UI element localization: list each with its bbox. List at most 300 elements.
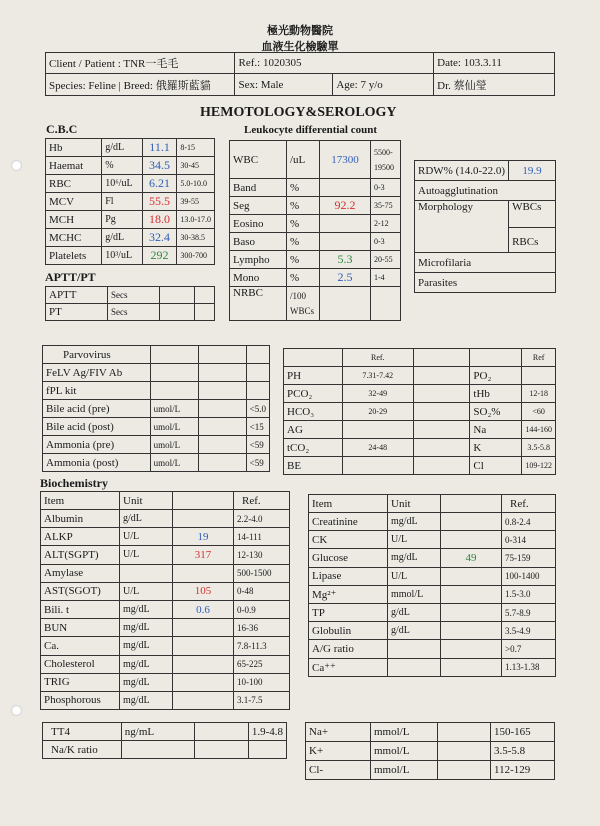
bio-unit: g/dL xyxy=(120,510,173,528)
cbc-value: 34.5 xyxy=(142,157,177,175)
bio-ref: 500-1500 xyxy=(234,564,290,582)
electrolyte-unit: mmol/L xyxy=(371,723,438,742)
cbc-unit: 10⁶/uL xyxy=(102,175,143,193)
gas-ref-header: Ref. xyxy=(342,349,413,367)
table-row xyxy=(41,582,290,600)
serology-unit xyxy=(150,364,198,382)
electrolytes-table xyxy=(305,722,555,780)
table-row xyxy=(230,233,401,251)
gas-ref-right: <60 xyxy=(522,403,556,421)
bio-header-unit: Unit xyxy=(388,495,441,513)
leuko-item: Eosino xyxy=(230,215,287,233)
table-row xyxy=(306,723,555,742)
table-row xyxy=(41,510,290,528)
aptt-ref xyxy=(195,287,215,304)
table-row xyxy=(43,741,287,759)
gas-ref: 24-48 xyxy=(342,439,413,457)
nrbc-unit-2: WBCs xyxy=(290,305,315,316)
cbc-ref: 8-15 xyxy=(177,139,215,157)
bio-ref: 7.8-11.3 xyxy=(234,637,290,655)
bio-value xyxy=(173,637,234,655)
table-row xyxy=(284,439,556,457)
serology-unit: umol/L xyxy=(150,436,198,454)
table-row xyxy=(46,247,215,265)
tt4-unit xyxy=(121,741,194,759)
electrolyte-item: Cl- xyxy=(306,761,371,780)
leuko-unit: % xyxy=(287,215,320,233)
electrolyte-item: Na+ xyxy=(306,723,371,742)
parasites-label: Parasites xyxy=(415,273,556,293)
cbc-item: RBC xyxy=(46,175,102,193)
bio-header-item: Item xyxy=(309,495,388,513)
bio-item: Amylase xyxy=(41,564,120,582)
bio-value xyxy=(441,531,502,549)
table-row xyxy=(46,211,215,229)
bio-unit: mg/dL xyxy=(120,637,173,655)
ref-value: 1020305 xyxy=(262,57,302,69)
leuko-value xyxy=(320,215,371,233)
bio-ref: 75-159 xyxy=(502,549,556,567)
electrolyte-item: K+ xyxy=(306,742,371,761)
leuko-value xyxy=(320,233,371,251)
table-row xyxy=(230,251,401,269)
bio-ref: 0.8-2.4 xyxy=(502,513,556,531)
breed-value: 俄羅斯藍貓 xyxy=(155,79,211,92)
cbc-title: C.B.C xyxy=(46,122,78,136)
aptt-item: APTT xyxy=(46,287,108,304)
bio-value xyxy=(173,510,234,528)
electrolyte-value xyxy=(438,723,491,742)
table-row xyxy=(43,346,270,364)
gas-ref: 20-29 xyxy=(342,403,413,421)
bio-ref: 1.5-3.0 xyxy=(502,585,556,603)
tt4-ref: 1.9-4.8 xyxy=(248,723,286,741)
bio-unit: U/L xyxy=(388,531,441,549)
gas-ref xyxy=(342,421,413,439)
tt4-ref xyxy=(248,741,286,759)
cbc-item: Platelets xyxy=(46,247,102,265)
table-row xyxy=(46,175,215,193)
aptt-value xyxy=(160,287,195,304)
serology-item: Bile acid (pre) xyxy=(43,400,151,418)
leuko-item: Band xyxy=(230,179,287,197)
cbc-item: Haemat xyxy=(46,157,102,175)
bio-unit: g/dL xyxy=(388,622,441,640)
species-value: Feline xyxy=(88,79,116,92)
species-label: Species: xyxy=(49,79,86,92)
gas-item-right: SO₂% xyxy=(470,403,522,421)
cbc-value: 18.0 xyxy=(142,211,177,229)
ref-label: Ref.: xyxy=(238,57,261,69)
table-row xyxy=(284,421,556,439)
leuko-unit: % xyxy=(287,251,320,269)
bio-value xyxy=(441,622,502,640)
bio-unit xyxy=(120,564,173,582)
serology-value xyxy=(198,382,246,400)
nrbc-unit xyxy=(287,287,320,321)
wbc-unit: /uL xyxy=(287,141,320,179)
gas-value xyxy=(413,421,470,439)
tt4-value xyxy=(194,741,248,759)
sex-label: Sex: xyxy=(238,78,259,91)
gas-item-right: Na xyxy=(470,421,522,439)
cbc-unit: Pg xyxy=(102,211,143,229)
bio-value xyxy=(173,673,234,691)
table-row xyxy=(230,269,401,287)
cbc-table xyxy=(45,138,215,265)
cbc-unit: % xyxy=(102,157,143,175)
rdw-label: RDW% (14.0-22.0) xyxy=(415,161,509,181)
table-row xyxy=(41,691,290,709)
bio-ref: 100-1400 xyxy=(502,567,556,585)
nrbc-ref xyxy=(371,287,401,321)
table-row xyxy=(309,622,556,640)
cbc-value: 55.5 xyxy=(142,193,177,211)
bio-unit xyxy=(388,640,441,658)
tt4-value xyxy=(194,723,248,741)
bio-unit: mg/dL xyxy=(120,673,173,691)
blood-gas-table xyxy=(283,348,556,475)
serology-unit xyxy=(150,382,198,400)
serology-value xyxy=(198,400,246,418)
gas-item-right: tHb xyxy=(470,385,522,403)
bio-ref: 3.5-4.9 xyxy=(502,622,556,640)
gas-ref-right: 144-160 xyxy=(522,421,556,439)
gas-value xyxy=(413,439,470,457)
table-row xyxy=(306,761,555,780)
electrolyte-value xyxy=(438,742,491,761)
gas-item: tCO₂ xyxy=(284,439,343,457)
dr-label: Dr. xyxy=(437,79,451,92)
cbc-item: Hb xyxy=(46,139,102,157)
serology-ref xyxy=(246,346,269,364)
gas-header-blank xyxy=(470,349,522,367)
client-value: TNR一毛毛 xyxy=(123,58,179,70)
bio-value xyxy=(441,513,502,531)
rdw-value: 19.9 xyxy=(509,161,556,181)
gas-item: PH xyxy=(284,367,343,385)
table-row xyxy=(284,367,556,385)
bio-header-item: Item xyxy=(41,492,120,510)
table-row xyxy=(46,157,215,175)
table-row xyxy=(230,215,401,233)
tt4-item: Na/K ratio xyxy=(43,741,122,759)
serology-item: Ammonia (pre) xyxy=(43,436,151,454)
table-row xyxy=(46,287,215,304)
bio-header-ref: Ref. xyxy=(502,495,556,513)
rbcs-label: RBCs xyxy=(512,236,539,248)
gas-item-right: K xyxy=(470,439,522,457)
bio-item: Mg²⁺ xyxy=(309,585,388,603)
wbc-ref-2: 19500 xyxy=(374,162,394,172)
aptt-unit: Secs xyxy=(108,304,160,321)
table-row xyxy=(230,287,401,321)
bio-value xyxy=(173,691,234,709)
gas-value xyxy=(413,385,470,403)
serology-item: Ammonia (post) xyxy=(43,454,151,472)
leuko-value: 2.5 xyxy=(320,269,371,287)
table-row xyxy=(43,382,270,400)
cbc-item: MCHC xyxy=(46,229,102,247)
cbc-unit: g/dL xyxy=(102,229,143,247)
bio-unit: U/L xyxy=(120,528,173,546)
gas-item: HCO₃ xyxy=(284,403,343,421)
bio-item: Globulin xyxy=(309,622,388,640)
table-row xyxy=(46,139,215,157)
leuko-item: Seg xyxy=(230,197,287,215)
table-row xyxy=(41,564,290,582)
gas-ref xyxy=(342,457,413,475)
gas-value xyxy=(413,403,470,421)
microfilaria-label: Microfilaria xyxy=(415,253,556,273)
leuko-value: 92.2 xyxy=(320,197,371,215)
tt4-item: TT4 xyxy=(43,723,122,741)
bio-value: 49 xyxy=(441,549,502,567)
table-row xyxy=(43,400,270,418)
table-row xyxy=(309,495,556,513)
bio-ref: 16-36 xyxy=(234,619,290,637)
nrbc-item: NRBC xyxy=(230,287,287,321)
serology-item: Parvovirus xyxy=(43,346,151,364)
bio-ref: 3.1-7.5 xyxy=(234,691,290,709)
gas-item-right: Cl xyxy=(470,457,522,475)
biochemistry-title: Biochemistry xyxy=(40,476,108,490)
cbc-item: MCV xyxy=(46,193,102,211)
electrolyte-ref: 150-165 xyxy=(491,723,555,742)
gas-ref-right: 12-18 xyxy=(522,385,556,403)
bio-ref: 0-0.9 xyxy=(234,600,290,618)
wbcs-label: WBCs xyxy=(509,201,555,228)
cbc-unit: g/dL xyxy=(102,139,143,157)
gas-item: BE xyxy=(284,457,343,475)
cbc-unit: 10³/uL xyxy=(102,247,143,265)
form-title: 血液生化檢驗單 xyxy=(261,41,339,53)
electrolyte-ref: 3.5-5.8 xyxy=(491,742,555,761)
cbc-unit: Fl xyxy=(102,193,143,211)
bio-unit: U/L xyxy=(120,546,173,564)
table-row xyxy=(284,457,556,475)
bio-value xyxy=(441,640,502,658)
bio-item: ALKP xyxy=(41,528,120,546)
wbc-ref-1: 5500- xyxy=(374,147,393,157)
rdw-table xyxy=(414,160,556,293)
bio-item: Glucose xyxy=(309,549,388,567)
table-row xyxy=(309,567,556,585)
bio-unit: U/L xyxy=(388,567,441,585)
bio-item: TP xyxy=(309,603,388,621)
bio-unit: mg/dL xyxy=(120,655,173,673)
bio-header-value xyxy=(441,495,502,513)
gas-ref: 7.31-7.42 xyxy=(342,367,413,385)
gas-value xyxy=(413,367,470,385)
bio-value xyxy=(173,655,234,673)
bio-item: Creatinine xyxy=(309,513,388,531)
gas-item-right: PO₂ xyxy=(470,367,522,385)
table-row xyxy=(306,742,555,761)
table-row xyxy=(43,418,270,436)
electrolyte-value xyxy=(438,761,491,780)
punch-hole xyxy=(11,705,22,716)
bio-value xyxy=(441,603,502,621)
gas-header-blank xyxy=(413,349,470,367)
age-label: Age: xyxy=(336,78,358,91)
bio-item: Ca. xyxy=(41,637,120,655)
bio-item: ALT(SGPT) xyxy=(41,546,120,564)
bio-item: BUN xyxy=(41,619,120,637)
gas-header-blank xyxy=(284,349,343,367)
serology-ref xyxy=(246,364,269,382)
autoagglutination-label: Autoagglutination xyxy=(415,181,556,201)
cbc-ref: 39-55 xyxy=(177,193,215,211)
table-row xyxy=(41,492,290,510)
gas-ref-right xyxy=(522,367,556,385)
bio-item: Phosphorous xyxy=(41,691,120,709)
biochemistry-right-table xyxy=(308,494,556,677)
table-row xyxy=(230,197,401,215)
bio-item: AST(SGOT) xyxy=(41,582,120,600)
leuko-unit: % xyxy=(287,197,320,215)
serology-unit: umol/L xyxy=(150,454,198,472)
electrolyte-unit: mmol/L xyxy=(371,761,438,780)
bio-value: 105 xyxy=(173,582,234,600)
gas-ref: 32-49 xyxy=(342,385,413,403)
serology-ref: <5.0 xyxy=(246,400,269,418)
serology-item: Bile acid (post) xyxy=(43,418,151,436)
age-value: 7 y/o xyxy=(360,78,383,91)
bio-item: TRIG xyxy=(41,673,120,691)
table-row xyxy=(46,304,215,321)
leuko-ref: 35-75 xyxy=(371,197,401,215)
bio-ref: >0.7 xyxy=(502,640,556,658)
bio-ref: 10-100 xyxy=(234,673,290,691)
leuko-ref: 0-3 xyxy=(371,233,401,251)
bio-item: Albumin xyxy=(41,510,120,528)
morphology-label: Morphology xyxy=(415,201,509,253)
serology-table xyxy=(42,345,270,472)
wbc-value: 17300 xyxy=(320,141,371,179)
breed-label: Breed: xyxy=(123,79,153,92)
serology-value xyxy=(198,436,246,454)
leuko-ref: 1-4 xyxy=(371,269,401,287)
bio-unit: g/dL xyxy=(388,603,441,621)
cbc-value: 6.21 xyxy=(142,175,177,193)
leuko-ref: 20-55 xyxy=(371,251,401,269)
bio-unit: mg/dL xyxy=(120,600,173,618)
nrbc-value xyxy=(320,287,371,321)
leuko-unit: % xyxy=(287,269,320,287)
nrbc-unit-1: /100 xyxy=(290,290,307,301)
gas-item: AG xyxy=(284,421,343,439)
bio-item: Cholesterol xyxy=(41,655,120,673)
leukocyte-table xyxy=(229,140,401,321)
bio-ref: 5.7-8.9 xyxy=(502,603,556,621)
leukocyte-title: Leukocyte differential count xyxy=(244,124,378,136)
bio-value xyxy=(441,567,502,585)
table-row xyxy=(284,403,556,421)
header-table: Client / Patient : TNR一毛毛 Ref.: 1020305 Date: 103.3.11 Species: Feline | Breed: 俄羅斯藍貓 Sex: Male Age: 7 y/o Dr. 蔡仙瑩 xyxy=(45,52,555,96)
bio-ref: 12-130 xyxy=(234,546,290,564)
bio-unit: mg/dL xyxy=(388,549,441,567)
serology-ref: <59 xyxy=(246,454,269,472)
leuko-item: Lympho xyxy=(230,251,287,269)
table-row xyxy=(309,549,556,567)
table-row xyxy=(309,531,556,549)
table-row xyxy=(309,603,556,621)
table-row xyxy=(284,385,556,403)
leuko-unit: % xyxy=(287,179,320,197)
bio-value xyxy=(173,564,234,582)
table-row xyxy=(230,179,401,197)
leuko-item: Mono xyxy=(230,269,287,287)
cbc-ref: 5.0-10.0 xyxy=(177,175,215,193)
leuko-item: Baso xyxy=(230,233,287,251)
table-row xyxy=(43,723,287,741)
aptt-ref xyxy=(195,304,215,321)
gas-value xyxy=(413,457,470,475)
client-label: Client / Patient : xyxy=(49,58,121,70)
punch-hole xyxy=(11,160,22,171)
bio-header-unit: Unit xyxy=(120,492,173,510)
serology-value xyxy=(198,346,246,364)
bio-ref: 65-225 xyxy=(234,655,290,673)
main-title: HEMOTOLOGY&SEROLOGY xyxy=(200,105,397,120)
hospital-name: 極光動物醫院 xyxy=(267,25,333,37)
cbc-ref: 30-38.5 xyxy=(177,229,215,247)
wbc-item: WBC xyxy=(230,141,287,179)
leuko-ref: 2-12 xyxy=(371,215,401,233)
date-value: 103.3.11 xyxy=(463,57,502,69)
cbc-ref: 13.0-17.0 xyxy=(177,211,215,229)
aptt-title: APTT/PT xyxy=(45,270,96,284)
bio-item: Lipase xyxy=(309,567,388,585)
dr-value: 蔡仙瑩 xyxy=(453,79,487,92)
bio-value: 0.6 xyxy=(173,600,234,618)
table-row xyxy=(41,673,290,691)
table-row xyxy=(41,655,290,673)
table-row xyxy=(43,364,270,382)
leuko-unit: % xyxy=(287,233,320,251)
table-row xyxy=(309,513,556,531)
table-row xyxy=(43,454,270,472)
gas-ref-right: 3.5-5.8 xyxy=(522,439,556,457)
electrolyte-ref: 112-129 xyxy=(491,761,555,780)
electrolyte-unit: mmol/L xyxy=(371,742,438,761)
gas-item: PCO₂ xyxy=(284,385,343,403)
table-row xyxy=(46,229,215,247)
serology-value xyxy=(198,364,246,382)
table-row xyxy=(41,600,290,618)
bio-unit: mg/dL xyxy=(120,619,173,637)
table-row xyxy=(41,619,290,637)
aptt-value xyxy=(160,304,195,321)
bio-header-value xyxy=(173,492,234,510)
gas-ref-right: 109-122 xyxy=(522,457,556,475)
table-row xyxy=(41,546,290,564)
serology-ref xyxy=(246,382,269,400)
bio-value: 317 xyxy=(173,546,234,564)
bio-unit: mg/dL xyxy=(388,513,441,531)
gas-ref-header-right: Ref xyxy=(522,349,556,367)
bio-unit: U/L xyxy=(120,582,173,600)
serology-item: FeLV Ag/FIV Ab xyxy=(43,364,151,382)
bio-ref: 0-48 xyxy=(234,582,290,600)
bio-unit xyxy=(388,658,441,676)
tt4-unit: ng/mL xyxy=(121,723,194,741)
table-row xyxy=(41,528,290,546)
leuko-value xyxy=(320,179,371,197)
bio-ref: 14-111 xyxy=(234,528,290,546)
serology-ref: <59 xyxy=(246,436,269,454)
